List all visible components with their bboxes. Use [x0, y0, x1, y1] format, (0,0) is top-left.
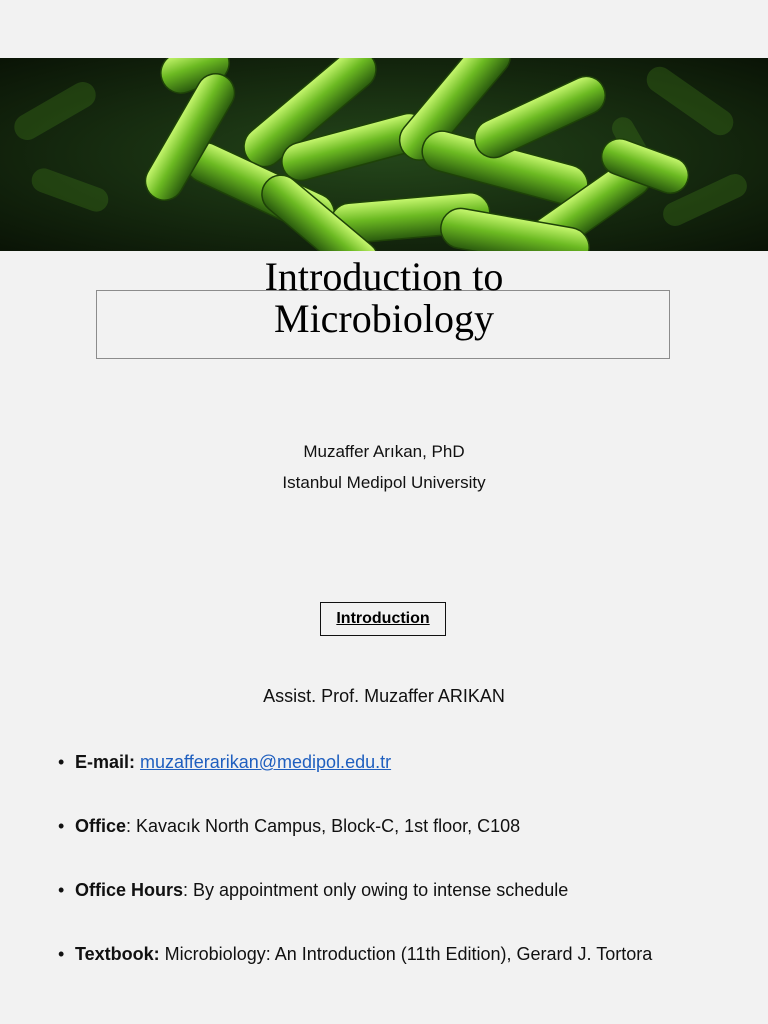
textbook-value: Microbiology: An Introduction (11th Edition), Gerard J. Tortora [159, 944, 653, 964]
author-block [0, 436, 768, 498]
bacteria-banner-image [0, 58, 768, 251]
slide-title [0, 256, 768, 340]
introduction-heading: Introduction [320, 602, 446, 636]
textbook-label: Textbook: [75, 944, 160, 964]
email-link[interactable]: muzafferarikan@medipol.edu.tr [140, 752, 392, 772]
bacteria-illustration [0, 58, 768, 251]
list-item-textbook [58, 942, 698, 966]
author-affiliation: Istanbul Medipol University [282, 473, 486, 492]
list-item-office [58, 814, 698, 838]
email-label: E-mail: [75, 752, 136, 772]
title-line-1: Introduction to [264, 254, 504, 299]
office-value: : Kavacık North Campus, Block-C, 1st floor, C108 [126, 816, 521, 836]
contact-info-list [58, 750, 698, 1006]
list-item-email [58, 750, 698, 774]
office-label: Office [75, 816, 127, 836]
title-line-2: Microbiology [274, 296, 494, 341]
office-hours-label: Office Hours [75, 880, 184, 900]
author-name: Muzaffer Arıkan, PhD [303, 442, 465, 461]
office-hours-value: : By appointment only owing to intense schedule [183, 880, 569, 900]
list-item-office-hours [58, 878, 698, 902]
instructor-title: Assist. Prof. Muzaffer ARIKAN [263, 686, 505, 706]
